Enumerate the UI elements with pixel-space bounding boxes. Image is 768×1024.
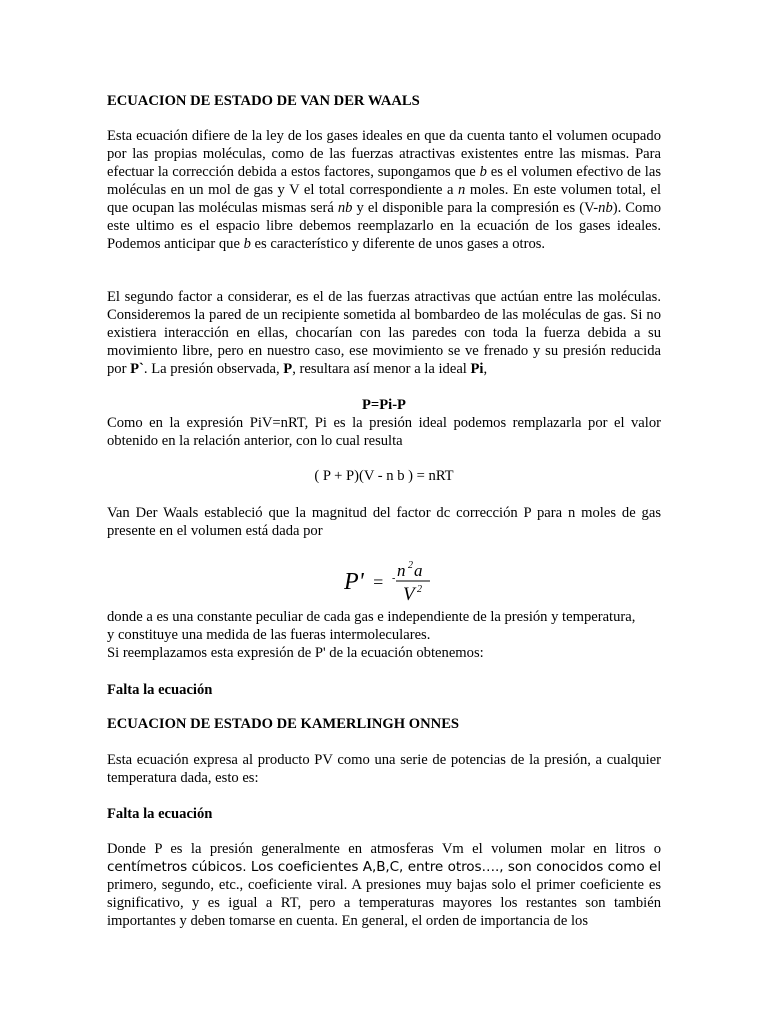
- formula-denominator-exponent: 2: [417, 584, 422, 595]
- equation-p-pi: P=Pi-P: [362, 397, 406, 413]
- formula-denominator-v: V: [403, 584, 415, 603]
- paragraph-kamerlingh-onnes-intro: Esta ecuación expresa al producto PV como una serie de potencias de la presión, a cualquier temperatura dada, esto es:: [107, 752, 661, 786]
- heading-van-der-waals: ECUACION DE ESTADO DE VAN DER WAALS: [107, 93, 420, 109]
- paragraph-virial-coefficients: Donde P es la presión generalmente en atmosferas Vm el volumen molar en litros o centímetros cúbicos. Los coeficientes A,B,C, entre otros…., son conocidos como el primero, segundo, etc., coeficiente viral. A presiones muy bajas solo el primer coeficiente es significativo, y es igual a RT, pero a temperaturas mayores los restantes son también importantes y deben tomarse en cuenta. En general, el orden de importancia de los: [107, 841, 661, 929]
- heading-kamerlingh-onnes: ECUACION DE ESTADO DE KAMERLINGH ONNES: [107, 716, 460, 732]
- paragraph-ideal-replacement: Como en la expresión PiV=nRT, Pi es la presión ideal podemos remplazarla por el valor obtenido en la relación anterior, con lo cual resulta: [107, 415, 661, 449]
- formula-numerator-a: a: [414, 561, 423, 580]
- paragraph-attractive-forces: El segundo factor a considerar, es el de las fuerzas atractivas que actúan entre las moléculas. Consideremos la pared de un recipiente sometida al bombardeo de las moléculas de gas. Si no existiera interacción en ellas, chocarían con las paredes con toda la fuerza debida a su movimiento libre, pero en nuestro caso, ese movimiento se ve frenado y su presión reducida por P`. La presión observada, P, resultara así menor a la ideal Pi,: [107, 289, 661, 377]
- paragraph-constant-a: donde a es una constante peculiar de cada gas e independiente de la presión y temperatura, y constituye una medida de las fueras intermoleculares. Si reemplazamos esta expresión de P' de la ecuación obtenemos:: [107, 609, 636, 661]
- formula-minus: -: [392, 573, 396, 584]
- formula-numerator-exponent: 2: [408, 560, 413, 571]
- formula-numerator-n: n: [397, 561, 406, 580]
- formula-equals: =: [372, 572, 385, 592]
- paragraph-correction-factor: Van Der Waals estableció que la magnitud del factor dc corrección P para n moles de gas presente en el volumen está dada por: [107, 505, 661, 539]
- equation-van-der-waals: ( P + P)(V - n b ) = nRT: [314, 468, 454, 484]
- paragraph-van-der-waals-intro: Esta ecuación difiere de la ley de los gases ideales en que da cuenta tanto el volumen ocupado por las propias moléculas, como de las fuerzas atractivas existentes entre las mismas. Para efectuar la corrección debida a estos factores, supongamos que b es el volumen efectivo de las moléculas en un mol de gas y V el total correspondiente a n moles. En este volumen total, el que ocupan las moléculas mismas será nb y el disponible para la compresión es (V-nb). Como este ultimo es el espacio libre debemos reemplazarlo en la ecuación de los gases ideales. Podemos anticipar que b es característico y diferente de unos gases a otros.: [107, 128, 662, 252]
- missing-equation-note-2: Falta la ecuación: [107, 806, 213, 822]
- missing-equation-note-1: Falta la ecuación: [107, 682, 213, 698]
- formula-p-prime: [344, 559, 464, 603]
- formula-lhs: P': [344, 569, 364, 595]
